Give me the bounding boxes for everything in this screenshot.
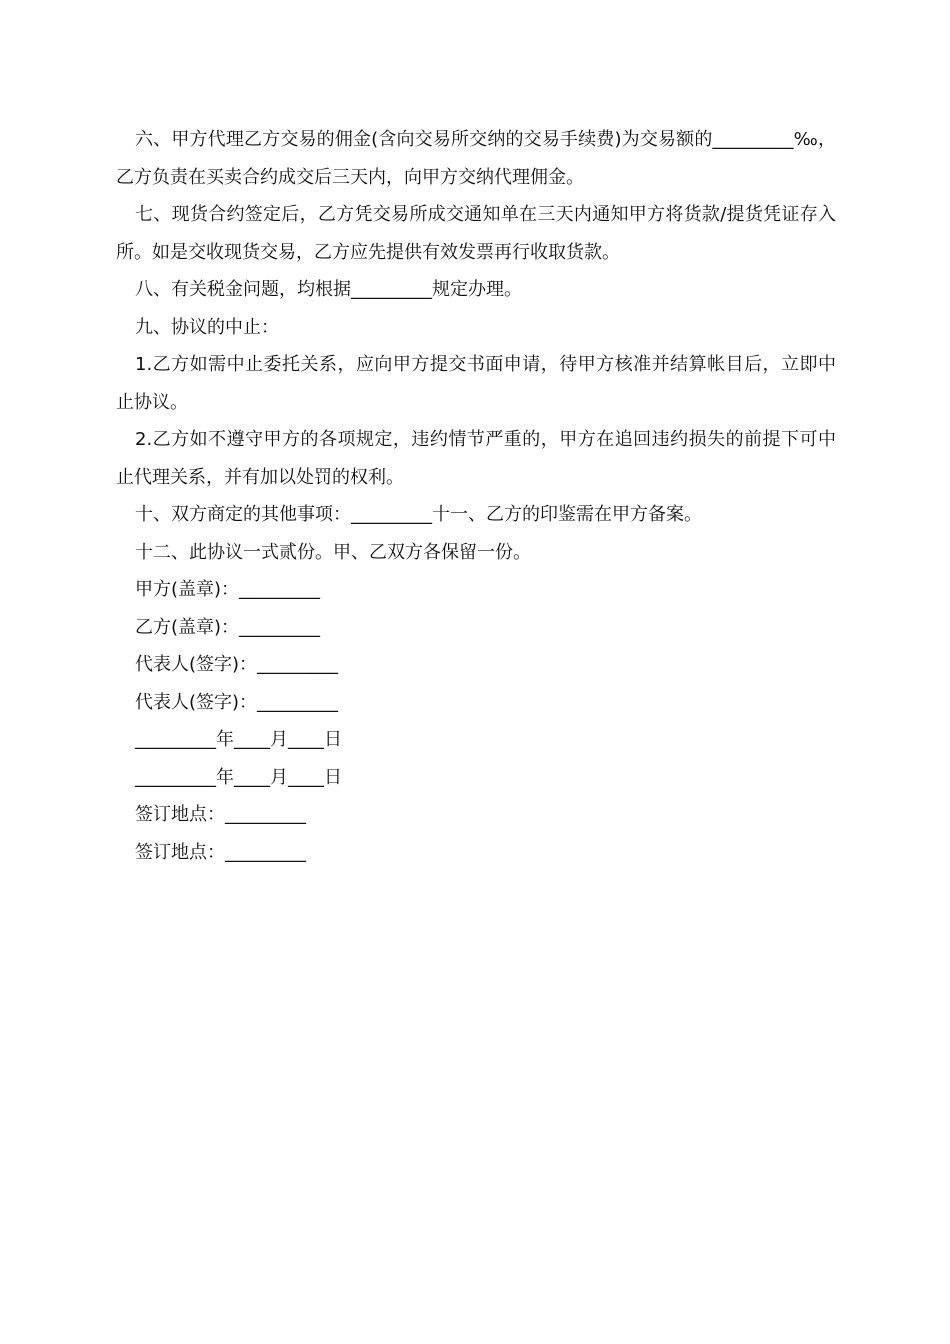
clause-ten-eleven: 十、双方商定的其他事项：_________十一、乙方的印鉴需在甲方备案。 — [135, 504, 702, 525]
representative-signature-line: 代表人(签字)：_________ — [135, 654, 339, 675]
clause-twelve: 十二、此协议一式贰份。甲、乙双方各保留一份。 — [135, 541, 531, 563]
clause-nine-item-2: 2.乙方如不遵守甲方的各项规定，违约情节严重的，甲方在追回违约损失的前提下可中止代理关系，并有加以处罚的权利。 — [116, 429, 836, 488]
party-b-seal-line: 乙方(盖章)：_________ — [135, 616, 321, 638]
clause-seven-spot-contract: 七、现货合约签定后，乙方凭交易所成交通知单在三天内通知甲方将货款/提货凭证存入所。如是交收现货交易，乙方应先提供有效发票再行收取货款。 — [116, 204, 836, 263]
clause-nine-item-1: 1.乙方如需中止委托关系，应向甲方提交书面申请，待甲方核准并结算帐目后，立即中止协议。 — [116, 354, 836, 413]
clause-six-commission: 六、甲方代理乙方交易的佣金(含向交易所交纳的交易手续费)为交易额的_________‰，乙方负责在买卖合约成交后三天内，向甲方交纳代理佣金。 — [116, 129, 836, 188]
party-a-seal-line: 甲方(盖章)：_________ — [135, 579, 321, 600]
signing-place-line: 签订地点：_________ — [135, 841, 306, 863]
date-line: _________年____月____日 — [135, 729, 342, 750]
date-line: _________年____月____日 — [135, 766, 342, 788]
clause-nine-heading: 九、协议的中止： — [135, 316, 279, 338]
signing-place-line: 签订地点：_________ — [135, 804, 306, 825]
representative-signature-line: 代表人(签字)：_________ — [135, 691, 339, 713]
document-body — [116, 121, 836, 871]
clause-eight-tax: 八、有关税金问题，均根据_________规定办理。 — [135, 279, 522, 300]
